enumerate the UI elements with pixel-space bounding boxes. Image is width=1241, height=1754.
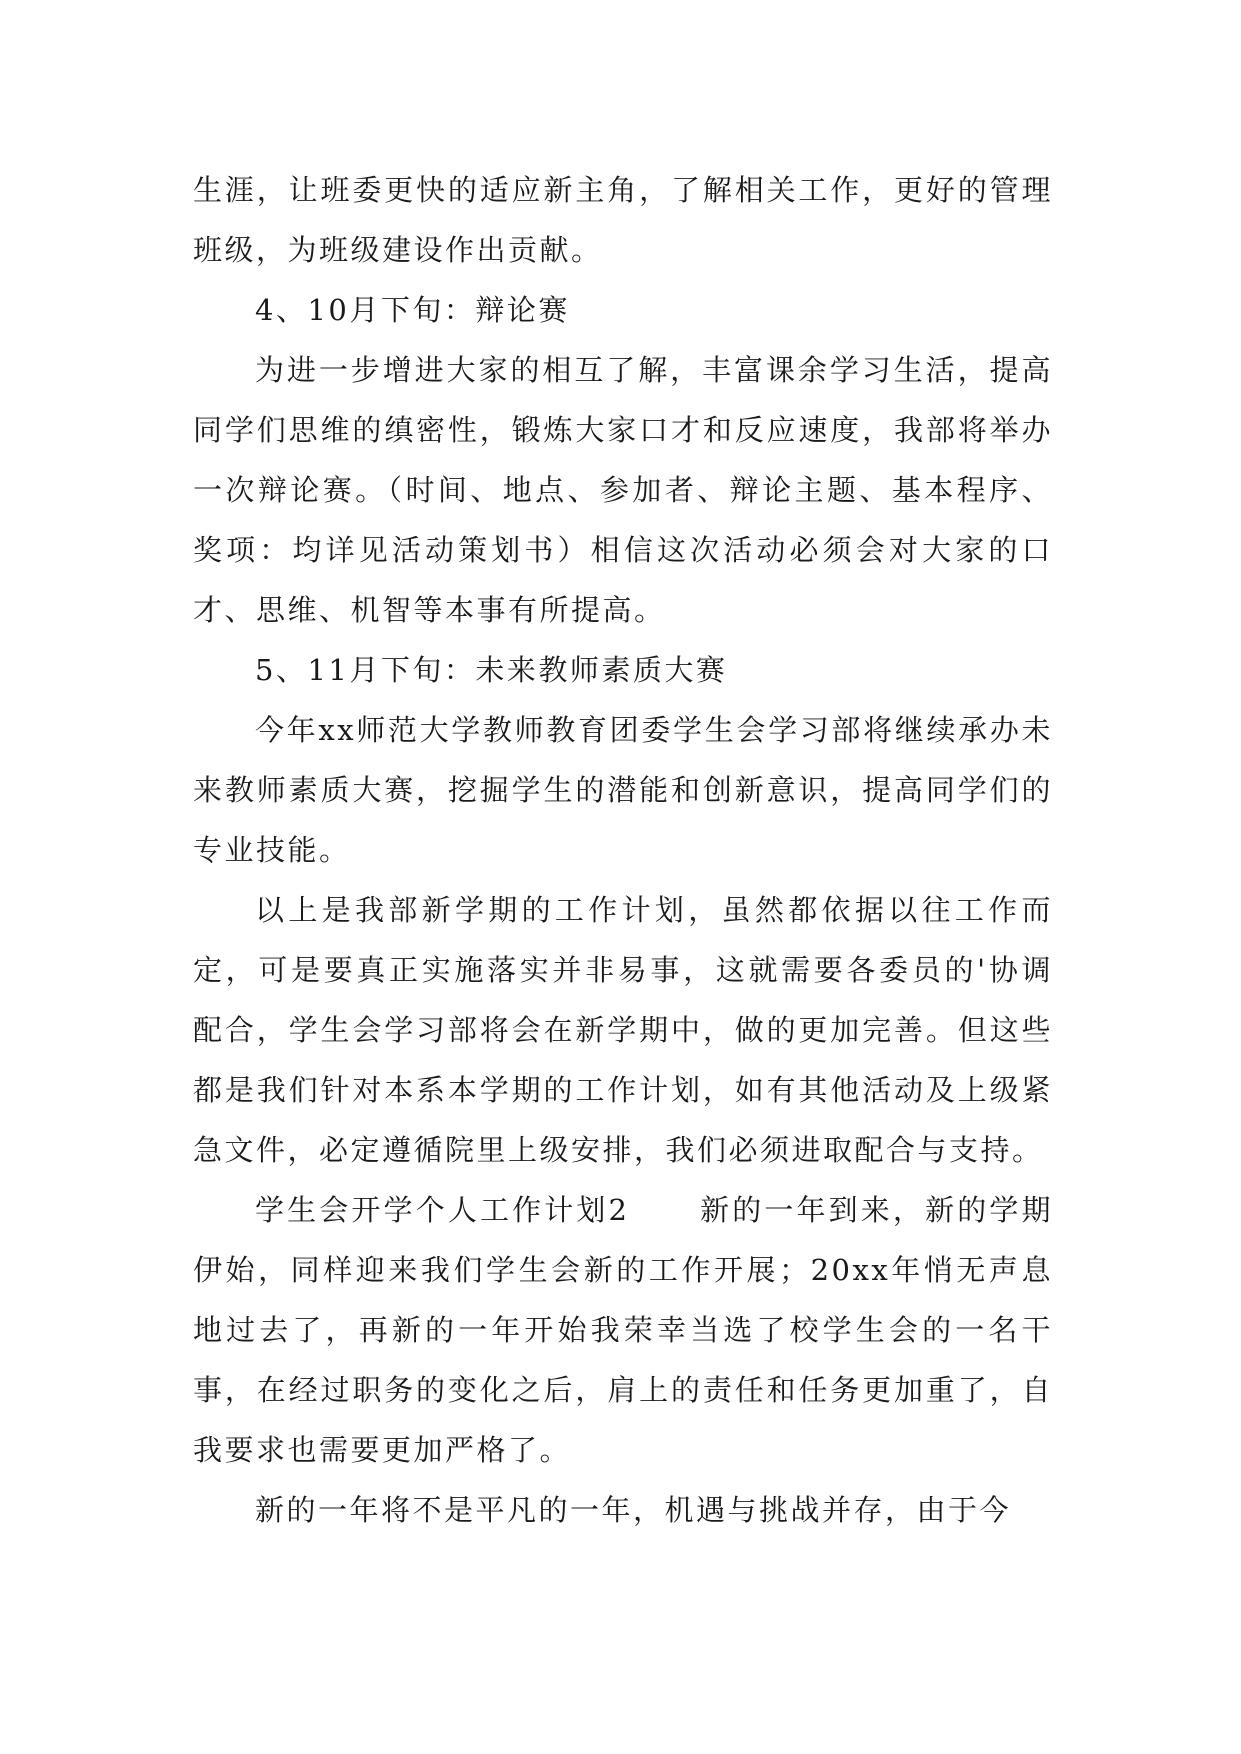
- paragraph-plan-2: [193, 1180, 1053, 1480]
- list-heading-teacher-contest: 5、11月下旬：未来教师素质大赛: [255, 653, 728, 687]
- paragraph-new-year: 新的一年将不是平凡的一年，机遇与挑战并存，由于今: [255, 1493, 1012, 1527]
- list-heading-debate: 4、10月下旬：辩论赛: [255, 293, 570, 327]
- paragraph-summary: 以上是我部新学期的工作计划，虽然都依据以往工作而定，可是要真正实施落实并非易事，这就需要各委员的'协调配合，学生会学习部将会在新学期中，做的更加完善。但这些都是我们针对本系本学期的工作计划，如有其他活动及上级紧急文件，必定遵循院里上级安排，我们必须进取配合与支持。: [193, 893, 1053, 1167]
- paragraph-debate: 为进一步增进大家的相互了解，丰富课余学习生活，提高同学们思维的缜密性，锻炼大家口才和反应速度，我部将举办一次辩论赛。（时间、地点、参加者、辩论主题、基本程序、奖项：均详见活动策划书）相信这次活动必须会对大家的口才、思维、机智等本事有所提高。: [193, 353, 1053, 627]
- plan-2-title: 学生会开学个人工作计划2: [255, 1193, 630, 1227]
- paragraph-teacher-contest: 今年xx师范大学教师教育团委学生会学习部将继续承办未来教师素质大赛，挖掘学生的潜能和创新意识，提高同学们的专业技能。: [193, 713, 1053, 867]
- document-body: [193, 160, 1053, 1540]
- plan-2-text: 新的一年到来，新的学期伊始，同样迎来我们学生会新的工作开展；20xx年悄无声息地过去了，再新的一年开始我荣幸当选了校学生会的一名干事，在经过职务的变化之后，肩上的责任和任务更加重了，自我要求也需要更加严格了。: [193, 1193, 1053, 1467]
- paragraph-1: 生涯，让班委更快的适应新主角，了解相关工作，更好的管理班级，为班级建设作出贡献。: [193, 173, 1053, 267]
